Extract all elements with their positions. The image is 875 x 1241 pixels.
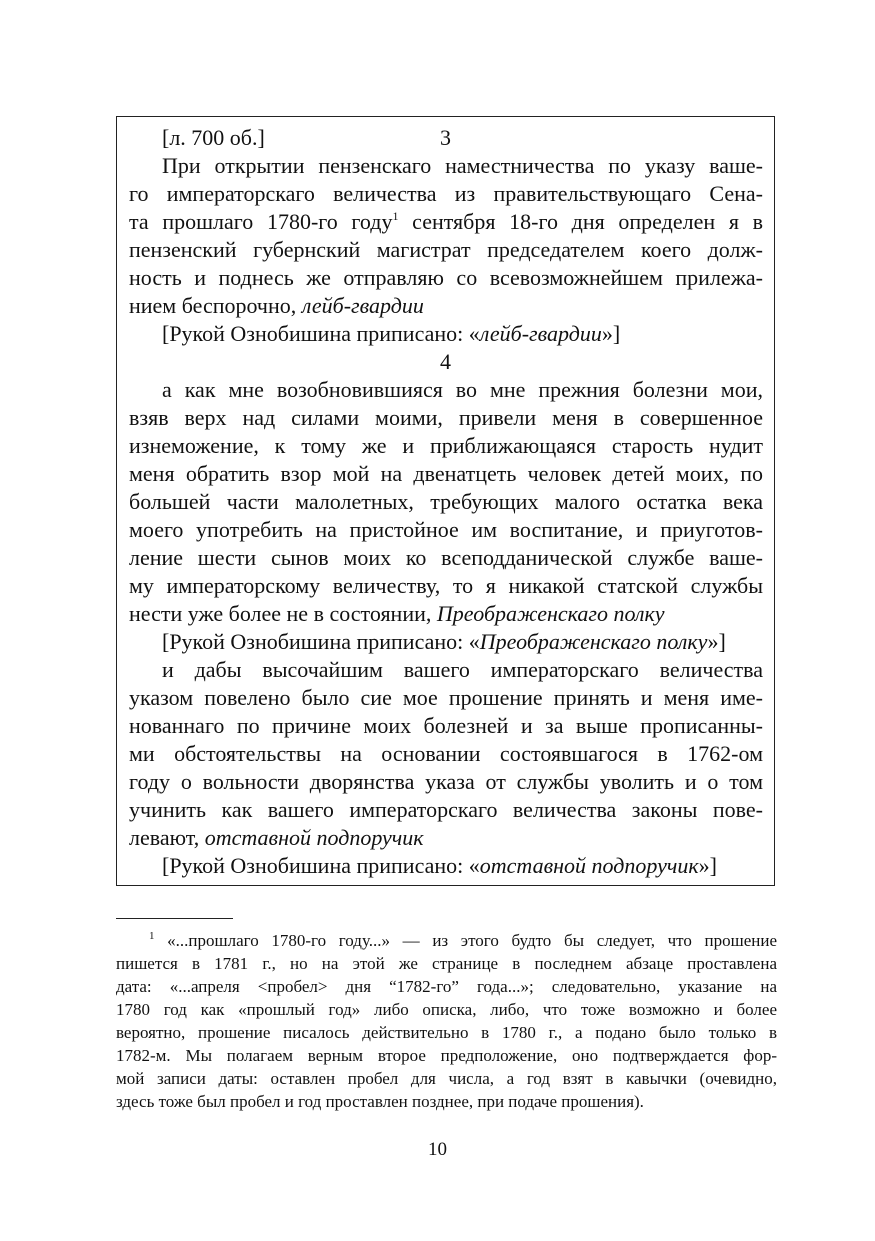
- annotation-text: »]: [698, 853, 717, 878]
- footnote-line: 1782-м. Мы полагаем верным второе предположение, оно подтверждается фор-: [116, 1046, 777, 1065]
- item-number-4: 4: [440, 349, 451, 374]
- body-line: му императорскому величеству, то я никакой статской службы: [129, 573, 763, 598]
- annotation-line: [162, 320, 763, 348]
- page-number: 10: [428, 1139, 447, 1160]
- body-text: левают,: [129, 825, 205, 850]
- body-line: нованнаго по причине моих болезней и за выше прописанны-: [129, 713, 763, 738]
- footnote-text: «...прошлаго 1780-го году...» — из этого будто бы следует, что прошение: [167, 931, 778, 950]
- body-line: моего употребить на пристойное им воспитание, и приуготов-: [129, 517, 763, 542]
- annotation-text: »]: [707, 629, 726, 654]
- item-number-3: 3: [440, 125, 451, 150]
- body-text: нести уже более не в состоянии,: [129, 601, 437, 626]
- footnote-line: мой записи даты: оставлен пробел для числа, а год взят в кавычки (очевидно,: [116, 1069, 777, 1088]
- footnote-line: [149, 929, 777, 952]
- body-line: указом повелено было сие мое прошение принять и меня име-: [129, 685, 763, 710]
- italic-text: Преображенскаго полку: [436, 601, 665, 626]
- body-line: учинить как вашего императорскаго величества законы пове-: [129, 797, 763, 822]
- italic-text: отставной подпоручик: [204, 825, 424, 850]
- body-text: нием беспорочно,: [129, 293, 302, 318]
- annotation-text: [Рукой Ознобишина приписано: «: [162, 321, 480, 346]
- body-text: сентября 18-го дня определен я в: [412, 209, 764, 234]
- body-line: ление шести сынов моих ко всеподданической службе ваше-: [129, 545, 763, 570]
- footnote-line: дата: «...апреля <пробел> дня “1782-го” года...»; следовательно, указание на: [116, 977, 777, 996]
- body-line: а как мне возобновившияся во мне прежния болезни мои,: [162, 377, 763, 402]
- body-line: го императорскаго величества из правительствующаго Сена-: [129, 181, 763, 206]
- annotation-text: [Рукой Ознобишина приписано: «: [162, 853, 480, 878]
- footnote-ref: 1: [392, 209, 399, 223]
- folio-reference: [л. 700 об.]: [162, 125, 265, 150]
- body-line: большей части малолетных, требующих малого остатка века: [129, 489, 763, 514]
- footnote-mark: 1: [149, 930, 155, 942]
- italic-text: лейб-гвардии: [479, 321, 602, 346]
- body-line: ми обстоятельствы на основании состоявшагося в 1762-ом: [129, 741, 763, 766]
- body-line: изнеможение, к тому же и приближающаяся старость нудит: [129, 433, 763, 458]
- body-line: году о вольности дворянства указа от службы уволить и о том: [129, 769, 763, 794]
- annotation-line: [162, 852, 763, 880]
- body-line: и дабы высочайшим вашего императорскаго величества: [162, 657, 763, 682]
- italic-text: отставной подпоручик: [479, 853, 699, 878]
- body-line: ность и поднесь же отправляю со всевозможнейшем прилежа-: [129, 265, 763, 290]
- body-line: При открытии пензенскаго наместничества по указу ваше-: [162, 153, 763, 178]
- body-line: меня обратить взор мой на двенатцеть человек детей моих, по: [129, 461, 763, 486]
- italic-text: Преображенскаго полку: [479, 629, 708, 654]
- body-line: пензенский губернский магистрат председателем коего долж-: [129, 237, 763, 262]
- annotation-line: [162, 628, 763, 656]
- body-line: [129, 600, 763, 628]
- body-line: [129, 824, 763, 852]
- body-line: взяв верх над силами моими, привели меня в совершенное: [129, 405, 763, 430]
- footnote-line: 1780 год как «прошлый год» либо описка, либо, что тоже возможно и более: [116, 1000, 777, 1019]
- footnote-line: пишется в 1781 г., но на этой же странице в последнем абзаце проставлена: [116, 954, 777, 973]
- annotation-text: [Рукой Ознобишина приписано: «: [162, 629, 480, 654]
- body-line: [129, 292, 763, 320]
- body-line: [129, 208, 763, 236]
- body-text: та прошлаго 1780-го году: [129, 209, 393, 234]
- italic-text: лейб-гвардии: [301, 293, 424, 318]
- footnote-line: здесь тоже был пробел и год проставлен позднее, при подаче прошения).: [116, 1092, 644, 1111]
- footnote-separator: [116, 918, 233, 919]
- footnote-line: вероятно, прошение писалось действительно в 1780 г., а подано было только в: [116, 1023, 777, 1042]
- annotation-text: »]: [601, 321, 621, 346]
